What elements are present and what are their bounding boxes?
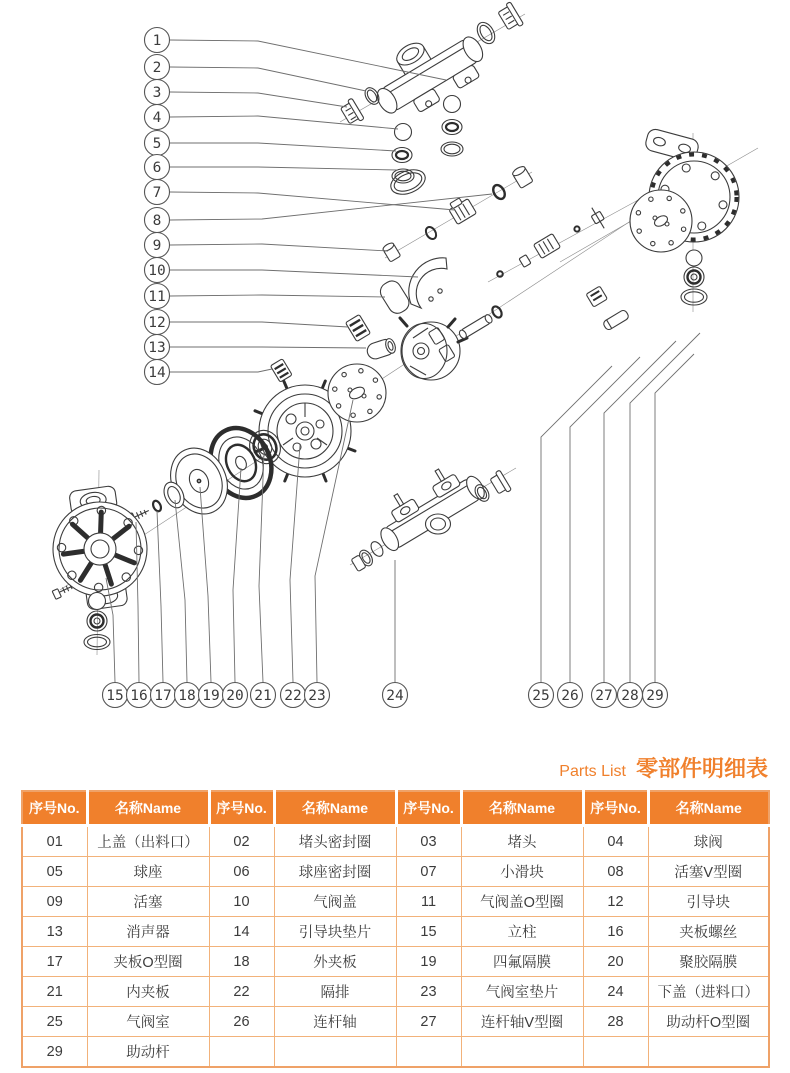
- callout-19: [199, 683, 224, 708]
- part-no-cell: [396, 1037, 461, 1068]
- col-header-name: 名称Name: [87, 791, 209, 826]
- part-name-cell: 隔排: [274, 977, 396, 1007]
- callout-13: [145, 335, 170, 360]
- svg-text:27: 27: [595, 688, 613, 705]
- part-name-cell: 气阀盖: [274, 887, 396, 917]
- part-name-cell: 消声器: [87, 917, 209, 947]
- svg-text:3: 3: [152, 85, 162, 102]
- callout-17: [151, 683, 176, 708]
- part-plate-oring: [152, 500, 163, 513]
- part-no-cell: 23: [396, 977, 461, 1007]
- part-name-cell: 连杆轴: [274, 1007, 396, 1037]
- part-name-cell: 外夹板: [274, 947, 396, 977]
- callout-6: [145, 155, 170, 180]
- part-name-cell: 小滑块: [461, 857, 583, 887]
- part-name-cell: 立柱: [461, 917, 583, 947]
- svg-text:8: 8: [152, 213, 162, 230]
- part-name-cell: [274, 1037, 396, 1068]
- svg-text:21: 21: [254, 688, 272, 705]
- part-name-cell: 夹板O型圈: [87, 947, 209, 977]
- col-header-no: 序号No.: [396, 791, 461, 826]
- part-name-cell: [461, 1037, 583, 1068]
- callout-7: [145, 180, 170, 205]
- part-no-cell: 15: [396, 917, 461, 947]
- table-row: [22, 887, 769, 917]
- callout-27: [592, 683, 617, 708]
- callout-22: [281, 683, 306, 708]
- table-row: [22, 826, 769, 857]
- part-name-cell: 助动杆O型圈: [648, 1007, 769, 1037]
- part-no-cell: 14: [209, 917, 274, 947]
- part-no-cell: 26: [209, 1007, 274, 1037]
- part-no-cell: 29: [22, 1037, 87, 1068]
- svg-text:7: 7: [152, 185, 162, 202]
- part-name-cell: 球阀: [648, 826, 769, 857]
- callout-14: [145, 360, 170, 385]
- part-guide-gasket: [270, 359, 292, 382]
- part-name-cell: 内夹板: [87, 977, 209, 1007]
- part-no-cell: 16: [583, 917, 648, 947]
- callout-15: [103, 683, 128, 708]
- svg-text:5: 5: [152, 136, 162, 153]
- col-header-name: 名称Name: [461, 791, 583, 826]
- callout-16: [127, 683, 152, 708]
- parts-list-title-zh: 零部件明细表: [635, 756, 768, 781]
- callout-11: [145, 284, 170, 309]
- parts-table: [21, 790, 770, 1068]
- part-no-cell: 04: [583, 826, 648, 857]
- svg-text:4: 4: [152, 110, 162, 127]
- callout-3: [145, 80, 170, 105]
- parts-table-head: [22, 791, 769, 826]
- part-name-cell: 活塞: [87, 887, 209, 917]
- part-guide-block: [345, 314, 370, 341]
- part-name-cell: 球座: [87, 857, 209, 887]
- svg-text:12: 12: [148, 315, 166, 332]
- callout-20: [223, 683, 248, 708]
- svg-text:29: 29: [646, 688, 664, 705]
- part-no-cell: [583, 1037, 648, 1068]
- svg-text:24: 24: [386, 688, 404, 705]
- part-no-cell: 08: [583, 857, 648, 887]
- svg-text:1: 1: [152, 33, 162, 50]
- callout-12: [145, 310, 170, 335]
- part-piston-slider-set: [382, 165, 533, 262]
- part-name-cell: 聚胶隔膜: [648, 947, 769, 977]
- table-row: [22, 1037, 769, 1068]
- part-name-cell: 气阀盖O型圈: [461, 887, 583, 917]
- part-air-chamber-gasket: [328, 364, 386, 422]
- part-no-cell: 11: [396, 887, 461, 917]
- part-muffler: [365, 337, 397, 361]
- callout-24: [383, 683, 408, 708]
- svg-text:14: 14: [148, 365, 166, 382]
- part-no-cell: 17: [22, 947, 87, 977]
- svg-text:13: 13: [148, 340, 166, 357]
- part-no-cell: 19: [396, 947, 461, 977]
- part-rod-pins: [497, 205, 608, 277]
- col-header-no: 序号No.: [22, 791, 87, 826]
- svg-text:26: 26: [561, 688, 579, 705]
- callout-10: [145, 258, 170, 283]
- table-row: [22, 857, 769, 887]
- part-name-cell: 四氟隔膜: [461, 947, 583, 977]
- part-air-valve-cover: [409, 258, 447, 308]
- svg-text:6: 6: [152, 160, 162, 177]
- part-name-cell: 活塞V型圈: [648, 857, 769, 887]
- part-no-cell: 12: [583, 887, 648, 917]
- callout-2: [145, 55, 170, 80]
- part-no-cell: 27: [396, 1007, 461, 1037]
- part-name-cell: 下盖（进料口）: [648, 977, 769, 1007]
- callout-4: [145, 105, 170, 130]
- svg-text:28: 28: [621, 688, 639, 705]
- part-name-cell: [648, 1037, 769, 1068]
- svg-text:17: 17: [154, 688, 172, 705]
- part-name-cell: 堵头: [461, 826, 583, 857]
- col-header-no: 序号No.: [209, 791, 274, 826]
- callout-1: [145, 28, 170, 53]
- col-header-no: 序号No.: [583, 791, 648, 826]
- callout-21: [251, 683, 276, 708]
- table-row: [22, 947, 769, 977]
- part-bottom-cover: [351, 454, 511, 571]
- callout-8: [145, 208, 170, 233]
- part-no-cell: 21: [22, 977, 87, 1007]
- svg-text:20: 20: [226, 688, 244, 705]
- callout-18: [175, 683, 200, 708]
- part-no-cell: 25: [22, 1007, 87, 1037]
- part-name-cell: 夹板螺丝: [648, 917, 769, 947]
- part-air-valve-body: [400, 318, 467, 380]
- part-name-cell: 引导块: [648, 887, 769, 917]
- table-row: [22, 917, 769, 947]
- parts-list-title: [0, 752, 790, 782]
- part-top-cover: [361, 13, 493, 128]
- callout-26: [558, 683, 583, 708]
- part-no-cell: 06: [209, 857, 274, 887]
- part-no-cell: 24: [583, 977, 648, 1007]
- part-no-cell: 05: [22, 857, 87, 887]
- svg-text:22: 22: [284, 688, 302, 705]
- part-connecting-rod-set: [458, 286, 630, 340]
- col-header-name: 名称Name: [648, 791, 769, 826]
- svg-text:18: 18: [178, 688, 196, 705]
- parts-list-title-en: Parts List: [559, 763, 626, 780]
- svg-text:9: 9: [152, 238, 162, 255]
- svg-text:16: 16: [130, 688, 148, 705]
- part-no-cell: 13: [22, 917, 87, 947]
- part-no-cell: 20: [583, 947, 648, 977]
- svg-text:10: 10: [148, 263, 166, 280]
- part-no-cell: 28: [583, 1007, 648, 1037]
- part-no-cell: 01: [22, 826, 87, 857]
- svg-text:11: 11: [148, 289, 166, 306]
- callout-5: [145, 131, 170, 156]
- part-name-cell: 助动杆: [87, 1037, 209, 1068]
- part-name-cell: 气阀室: [87, 1007, 209, 1037]
- callout-29: [643, 683, 668, 708]
- table-row: [22, 1007, 769, 1037]
- callout-28: [618, 683, 643, 708]
- part-name-cell: 球座密封圈: [274, 857, 396, 887]
- svg-text:19: 19: [202, 688, 220, 705]
- table-row: [22, 977, 769, 1007]
- part-no-cell: 03: [396, 826, 461, 857]
- part-no-cell: 22: [209, 977, 274, 1007]
- callout-25: [529, 683, 554, 708]
- part-no-cell: 18: [209, 947, 274, 977]
- part-air-chamber: [630, 128, 739, 305]
- svg-text:2: 2: [152, 60, 162, 77]
- svg-text:15: 15: [106, 688, 124, 705]
- callout-9: [145, 233, 170, 258]
- svg-text:23: 23: [308, 688, 326, 705]
- part-name-cell: 气阀室垫片: [461, 977, 583, 1007]
- part-name-cell: 上盖（出料口）: [87, 826, 209, 857]
- part-no-cell: [209, 1037, 274, 1068]
- part-name-cell: 连杆轴V型圈: [461, 1007, 583, 1037]
- svg-text:25: 25: [532, 688, 550, 705]
- part-no-cell: 10: [209, 887, 274, 917]
- part-no-cell: 02: [209, 826, 274, 857]
- part-no-cell: 09: [22, 887, 87, 917]
- callout-group: [103, 28, 668, 708]
- callout-23: [305, 683, 330, 708]
- part-no-cell: 07: [396, 857, 461, 887]
- part-name-cell: 引导块垫片: [274, 917, 396, 947]
- part-name-cell: 堵头密封圈: [274, 826, 396, 857]
- col-header-name: 名称Name: [274, 791, 396, 826]
- parts-table-body: [22, 826, 769, 1068]
